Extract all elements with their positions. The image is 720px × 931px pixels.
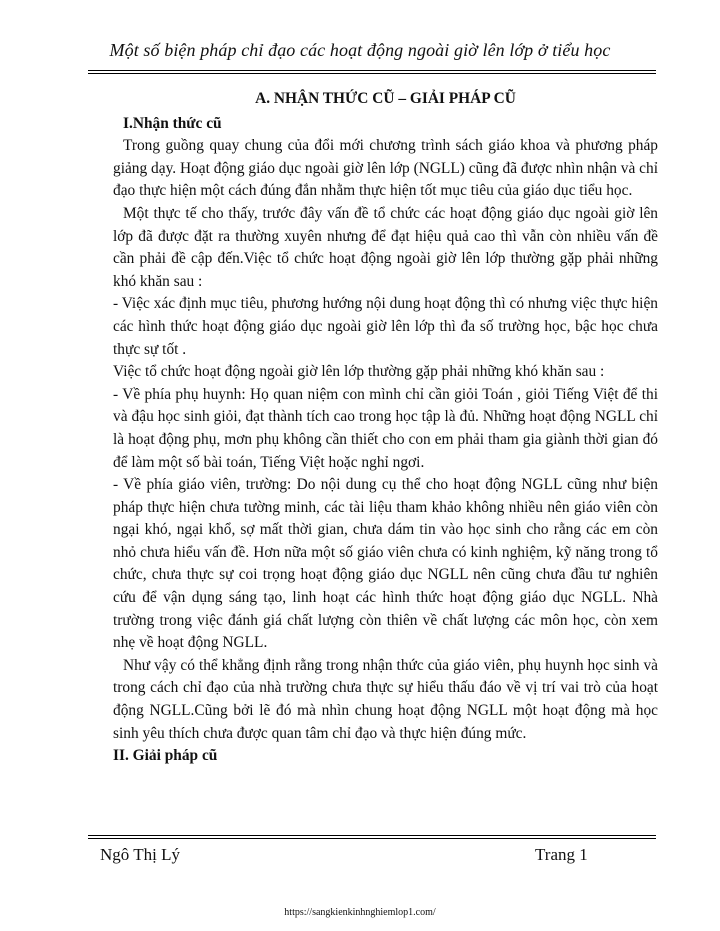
footer-rule-double <box>88 838 656 839</box>
paragraph-5: - Về phía phụ huynh: Họ quan niệm con mình chỉ cần giỏi Toán , giỏi Tiếng Việt để thi và đậu học sinh giỏi, đạt thành tích cao trong học tập là đủ. Những hoạt động NGLL chỉ là hoạt động phụ, mơn phụ không cần thiết cho con em phải tham gia giành thời gian đó để làm một số bài toán, Tiếng Việt hoặc nghỉ ngơi. <box>113 385 658 471</box>
paragraph-2: Một thực tế cho thấy, trước đây vấn đề tổ chức các hoạt động giáo dục ngoài giờ lên lớp đã được đặt ra thường xuyên nhưng để đạt hiệu quả cao thì vẫn còn nhiều vấn đề cần phải đề cập đến.Việc tổ chức hoạt động ngoài giờ lên lớp thường gặp phải những khó khăn sau : <box>113 204 658 290</box>
footer-author: Ngô Thị Lý <box>100 845 180 864</box>
section-heading: A. NHẬN THỨC CŨ – GIẢI PHÁP CŨ <box>255 90 516 107</box>
paragraph-4: Việc tổ chức hoạt động ngoài giờ lên lớp thường gặp phải những khó khăn sau : <box>113 363 605 381</box>
paragraph-1: Trong guồng quay chung của đổi mới chương trình sách giáo khoa và phương pháp giảng dạy. Hoạt động giáo dục ngoài giờ lên lớp (NGLL) cũng đã được nhìn nhận và chỉ đạo thực hiện một cách đúng đắn nhằm thực hiện tốt mục tiêu của giáo dục tiểu học. <box>113 137 658 200</box>
header-rule <box>88 70 656 71</box>
footer-url: https://sangkienkinhnghiemlop1.com/ <box>284 907 436 918</box>
document-body <box>113 88 658 768</box>
paragraph-3: - Việc xác định mục tiêu, phương hướng nội dung hoạt động thì có nhưng việc thực hiện các hình thức hoạt động giáo dục ngoài giờ lên lớp thì đa số trường học, bậc học chưa thực sự tốt . <box>113 295 658 358</box>
footer-rule <box>88 835 656 836</box>
page-header-title: Một số biện pháp chỉ đạo các hoạt động ngoài giờ lên lớp ở tiểu học <box>109 40 611 60</box>
footer-page-number: Trang 1 <box>535 845 588 864</box>
subsection-heading-2: II. Giải pháp cũ <box>113 747 218 765</box>
subsection-heading-1: I.Nhận thức cũ <box>123 114 222 132</box>
header-rule-double <box>88 73 656 74</box>
paragraph-7: Như vậy có thể khẳng định rằng trong nhận thức của giáo viên, phụ huynh học sinh và trong cách chỉ đạo của nhà trường chưa thực sự hiểu thấu đáo về vị trí vai trò của hoạt động NGLL.Cũng bởi lẽ đó mà nhìn chung hoạt động NGLL một hoạt động mà học sinh yêu thích chưa được quan tâm chỉ đạo và thực hiện đúng mức. <box>113 656 658 742</box>
paragraph-6: - Về phía giáo viên, trường: Do nội dung cụ thể cho hoạt động NGLL cũng như biện pháp thực hiện chưa tường minh, các tài liệu tham khảo không nhiều nên giáo viên còn ngại khó, ngại khổ, sợ mất thời gian, chưa dám tin vào học sinh cho rằng các em còn nhỏ chưa hiểu vấn đề. Hơn nữa một số giáo viên chưa có kinh nghiệm, kỹ năng trong tổ chức, chưa thực sự coi trọng hoạt động giáo dục NGLL nên cũng chưa đầu tư nghiên cứu để vận dụng sáng tạo, linh hoạt các hình thức hoạt động giáo dục NGLL. Nhà trường trong việc đánh giá chất lượng còn thiên về chất lượng các môn học, còn xem nhẹ về hoạt động NGLL. <box>113 476 658 652</box>
